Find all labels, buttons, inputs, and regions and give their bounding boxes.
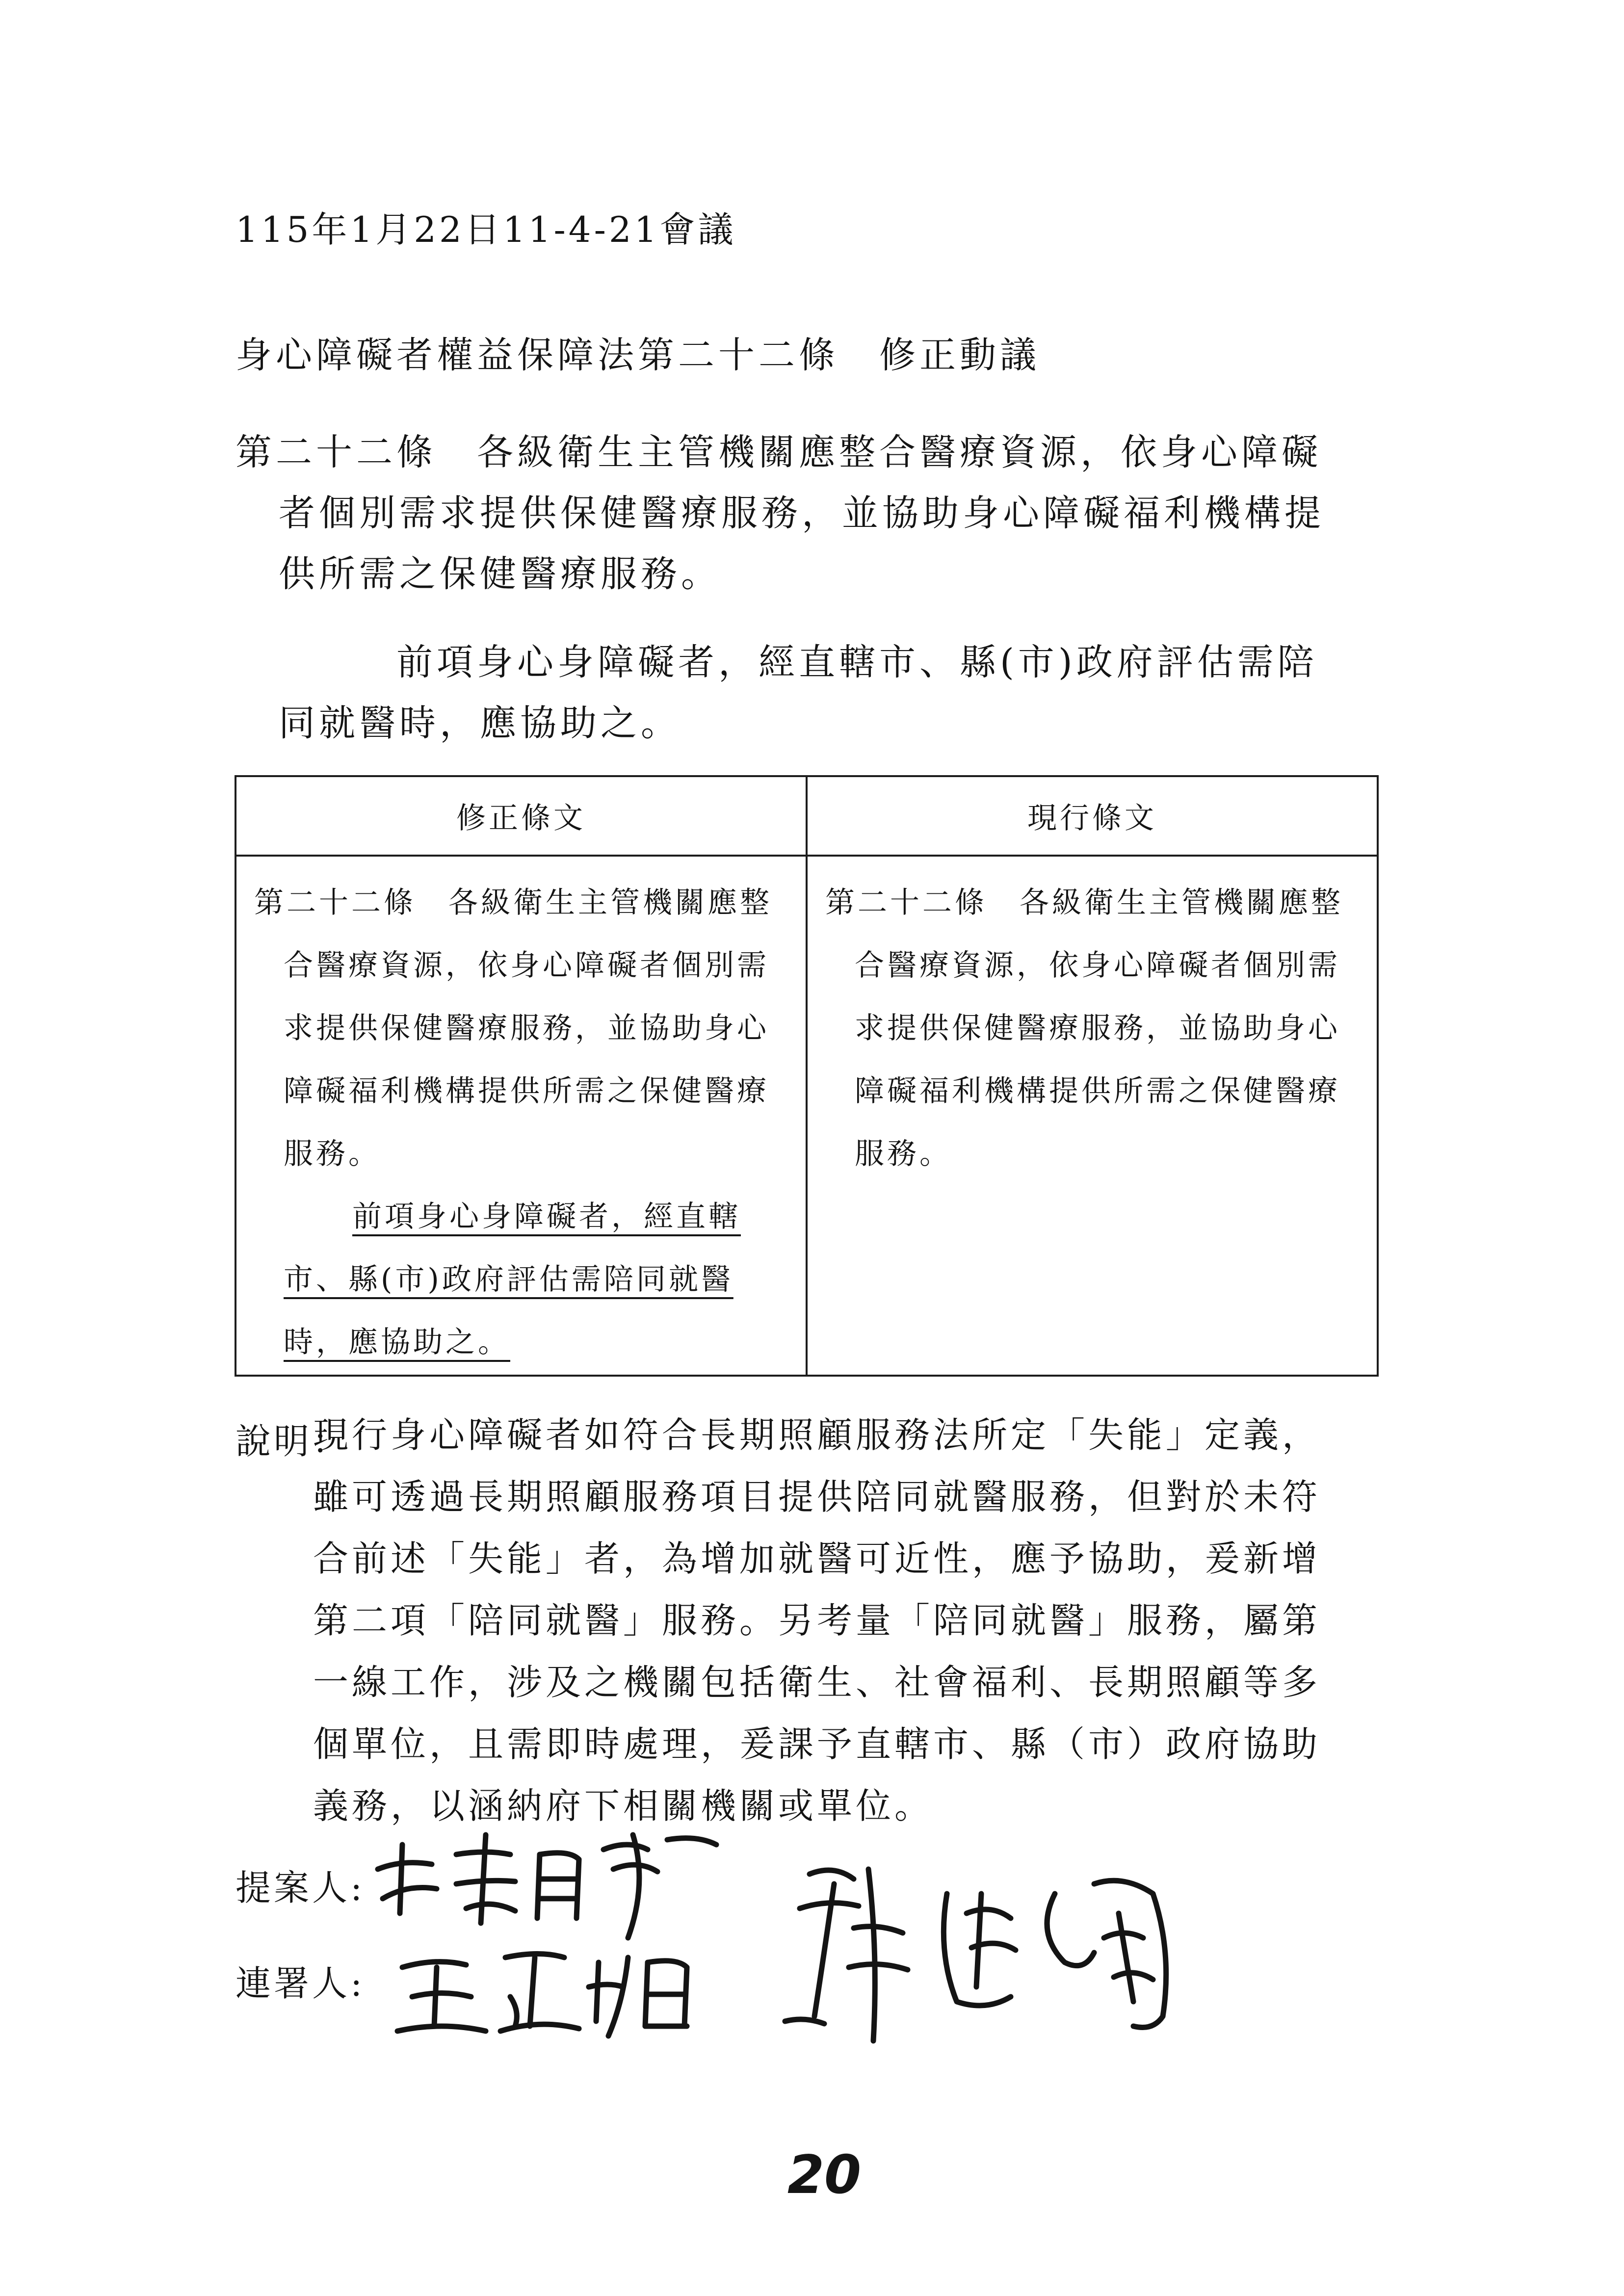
amended-added-text: 前項身心身障礙者，經直轄市、縣(市)政府評估需陪同就醫時，應協助之。 bbox=[284, 1200, 741, 1359]
proposer-label: 提案人: bbox=[236, 1867, 366, 1908]
amended-paragraph-1: 第二十二條 各級衛生主管機關應整合醫療資源，依身心障礙者個別需求提供保健醫療服務，並協助身心障礙福利機構提供所需之保健醫療服務。 bbox=[254, 886, 772, 1171]
cosigner-signature-2 bbox=[780, 1854, 1222, 2061]
explanation-body: 現行身心障礙者如符合長期照顧服務法所定「失能」定義，雖可透過長期照顧服務項目提供陪同就醫服務，但對於未符合前述「失能」者，為增加就醫可近性，應予協助，爰新增第二項「陪同就醫」服務。另考量「陪同就醫」服務，屬第一線工作，涉及之機關包括衛生、社會福利、長期照顧等多個單位，且需即時處理，爰課予直轄市、縣（市）政府協助義務，以涵納府下相關機關或單位。 bbox=[313, 1414, 1321, 1826]
article-text bbox=[236, 422, 1354, 754]
explanation-label: 說明： bbox=[236, 1421, 351, 1462]
header-current: 現行條文 bbox=[807, 776, 1378, 856]
cosigner-label: 連署人: bbox=[236, 1963, 366, 2004]
current-paragraph-1: 第二十二條 各級衛生主管機關應整合醫療資源，依身心障礙者個別需求提供保健醫療服務，並協助身心障礙福利機構提供所需之保健醫療服務。 bbox=[825, 886, 1343, 1171]
page-number bbox=[775, 2144, 873, 2206]
header-amended: 修正條文 bbox=[236, 776, 807, 856]
cosigner-signature-1 bbox=[393, 1928, 746, 2056]
svg-text:20: 20 bbox=[787, 2144, 862, 2206]
explanation-text bbox=[313, 1404, 1353, 1837]
comparison-table bbox=[235, 775, 1379, 1377]
motion-title: 身心障礙者權益保障法第二十二條 修正動議 bbox=[236, 334, 1040, 376]
meeting-line: 115年1月22日11-4-21會議 bbox=[236, 209, 736, 250]
amended-cell bbox=[236, 856, 807, 1376]
article-paragraph-1: 第二十二條 各級衛生主管機關應整合醫療資源，依身心障礙者個別需求提供保健醫療服務，並協助身心障礙福利機構提供所需之保健醫療服務。 bbox=[236, 431, 1325, 595]
current-cell bbox=[807, 856, 1378, 1376]
amended-paragraph-2 bbox=[284, 1185, 791, 1374]
proposer-signature bbox=[373, 1825, 746, 1943]
article-paragraph-2: 前項身心身障礙者，經直轄市、縣(市)政府評估需陪同就醫時，應協助之。 bbox=[279, 641, 1318, 744]
